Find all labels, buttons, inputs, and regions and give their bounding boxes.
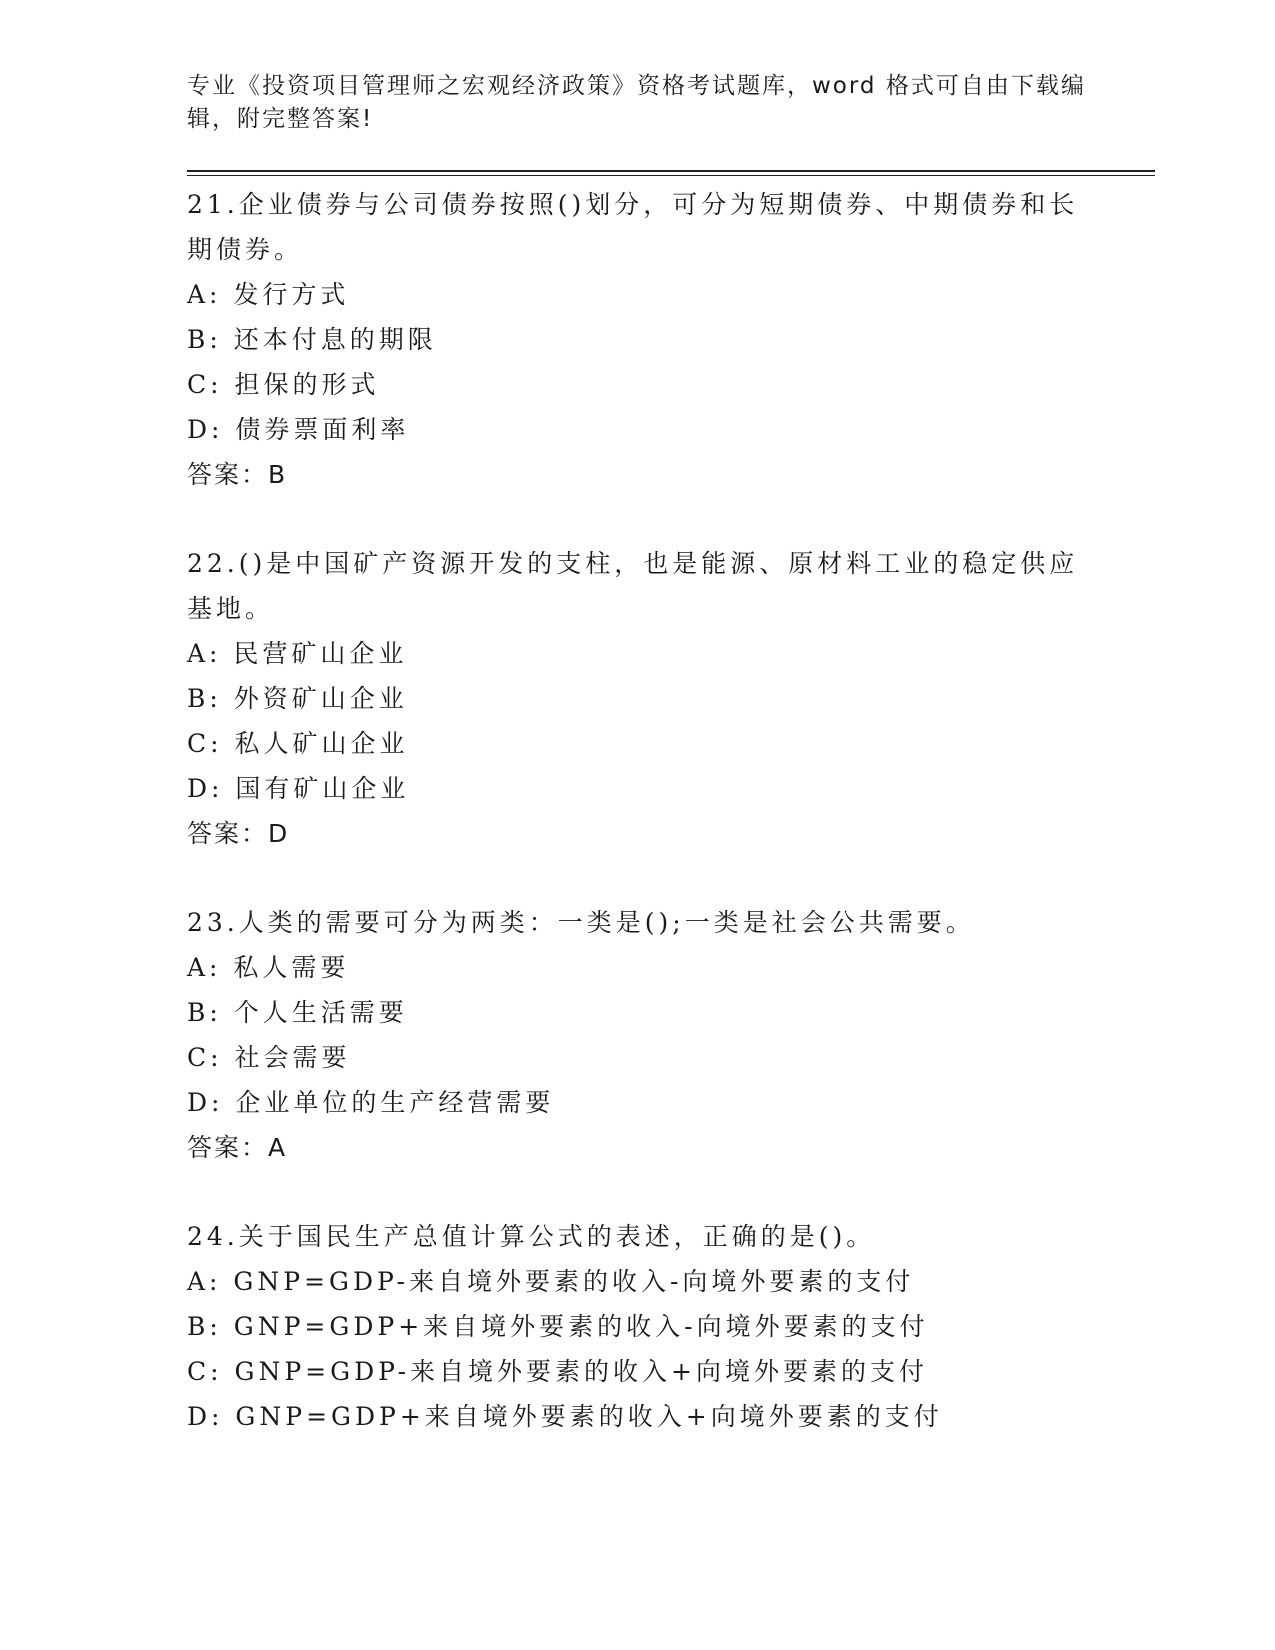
option-a: A: 发行方式 (187, 280, 350, 309)
question-stem: 21.企业债券与公司债券按照()划分，可分为短期债券、中期债券和长期债券。 (187, 190, 1079, 264)
option-a: A: 民营矿山企业 (187, 639, 408, 668)
question-22 (187, 541, 1157, 856)
option-a: A: 私人需要 (187, 953, 350, 982)
option-d: D: GNP=GDP+来自境外要素的收入+向境外要素的支付 (187, 1402, 943, 1431)
option-b: B: 还本付息的期限 (187, 325, 437, 354)
question-list (187, 182, 1157, 1439)
answer-line: 答案：B (187, 460, 288, 489)
option-c: C: 担保的形式 (187, 370, 380, 399)
question-23 (187, 900, 1157, 1170)
question-24 (187, 1214, 1157, 1439)
option-d: D: 国有矿山企业 (187, 774, 410, 803)
question-21 (187, 182, 1157, 497)
answer-line: 答案：D (187, 819, 290, 848)
question-stem: 24.关于国民生产总值计算公式的表述，正确的是()。 (187, 1222, 876, 1251)
option-a: A: GNP=GDP-来自境外要素的收入-向境外要素的支付 (187, 1267, 915, 1296)
document-intro: 专业《投资项目管理师之宏观经济政策》资格考试题库，word 格式可自由下载编辑，附完整答案! (187, 73, 1086, 132)
option-b: B: GNP=GDP+来自境外要素的收入-向境外要素的支付 (187, 1312, 929, 1341)
option-d: D: 企业单位的生产经营需要 (187, 1088, 555, 1117)
question-stem: 23.人类的需要可分为两类：一类是();一类是社会公共需要。 (187, 908, 975, 937)
option-c: C: 私人矿山企业 (187, 729, 409, 758)
option-c: C: GNP=GDP-来自境外要素的收入+向境外要素的支付 (187, 1357, 928, 1386)
option-b: B: 外资矿山企业 (187, 684, 408, 713)
option-b: B: 个人生活需要 (187, 998, 408, 1027)
option-c: C: 社会需要 (187, 1043, 351, 1072)
option-d: D: 债券票面利率 (187, 415, 410, 444)
answer-line: 答案：A (187, 1133, 288, 1162)
document-page (187, 70, 1157, 1483)
question-stem: 22.()是中国矿产资源开发的支柱，也是能源、原材料工业的稳定供应基地。 (187, 549, 1079, 623)
header-divider (187, 170, 1155, 176)
